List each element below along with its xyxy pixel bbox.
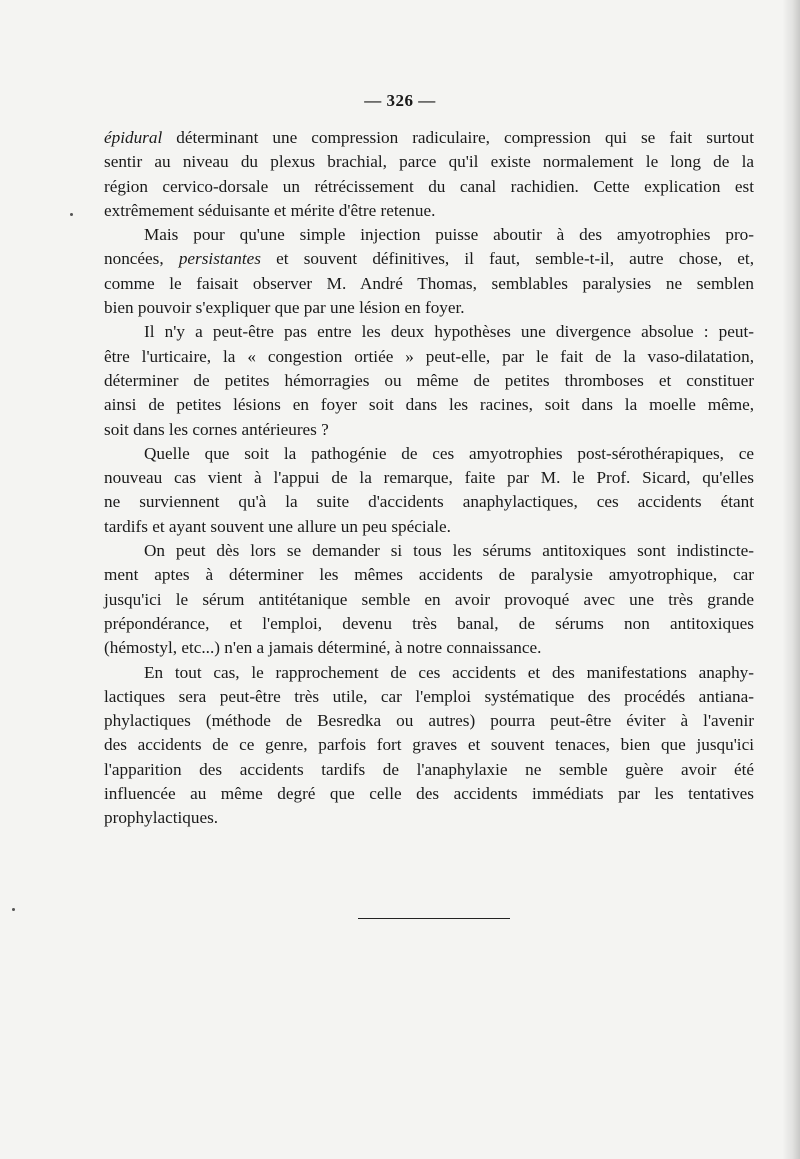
- text-line: prophylactiques.: [104, 808, 219, 828]
- end-rule: [358, 918, 510, 919]
- page-number: — 326 —: [364, 91, 436, 110]
- text-line: être l'urticaire, la « congestion ortiée » peut-elle, par le fait de la vaso-dilatation,: [104, 346, 754, 366]
- text-line: prépondérance, et l'emploi, devenu très banal, de sérums non antitoxiques: [104, 613, 754, 633]
- italic-term: épidural: [104, 128, 163, 147]
- text-line: En tout cas, le rapprochement de ces accidents et des manifestations anaphy-: [144, 662, 754, 682]
- text-line: [104, 247, 754, 271]
- text-line: l'apparition des accidents tardifs de l'anaphylaxie ne semble guère avoir été: [104, 759, 754, 779]
- italic-term: persistantes: [178, 249, 261, 269]
- text-line: jusqu'ici le sérum antitétanique semble en avoir provoqué avec une très grande: [104, 589, 754, 609]
- text-line: bien pouvoir s'expliquer que par une lésion en foyer.: [104, 298, 465, 318]
- text-line: phylactiques (méthode de Besredka ou autres) pourra peut-être éviter à l'avenir: [104, 711, 754, 731]
- paragraph: [104, 661, 754, 831]
- body-text: [104, 126, 754, 831]
- text-line: comme le faisait observer M. André Thomas, semblables paralysies ne semblen: [104, 273, 754, 293]
- text-line: Il n'y a peut-être pas entre les deux hypothèses une divergence absolue : peut-: [144, 322, 754, 342]
- line-text: déterminant une compression radiculaire, compression qui se fait surtout: [162, 128, 754, 147]
- scan-speck: [70, 213, 73, 216]
- paragraph: [104, 539, 754, 660]
- paragraph: [104, 223, 754, 320]
- text-line: ainsi de petites lésions en foyer soit dans les racines, soit dans la moelle même,: [104, 395, 754, 415]
- text-line: Mais pour qu'une simple injection puisse aboutir à des amyotrophies pro-: [144, 225, 754, 245]
- text-line: sentir au niveau du plexus brachial, parce qu'il existe normalement le long de la: [104, 152, 754, 172]
- page-edge-shadow: [782, 0, 800, 1159]
- text-line: extrêmement séduisante et mérite d'être retenue.: [104, 200, 436, 220]
- text-line: lactiques sera peut-être très utile, car l'emploi systématique des procédés antiana-: [104, 686, 754, 706]
- text-line: [104, 126, 754, 150]
- scan-speck: [12, 908, 15, 911]
- text-line: région cervico-dorsale un rétrécissement du canal rachidien. Cette explication est: [104, 176, 754, 196]
- line-text: noncées,: [104, 249, 179, 269]
- text-line: soit dans les cornes antérieures ?: [104, 419, 329, 439]
- text-line: des accidents de ce genre, parfois fort graves et souvent tenaces, bien que jusqu'ici: [104, 735, 754, 755]
- text-line: (hémostyl, etc...) n'en a jamais déterminé, à notre connaissance.: [104, 638, 542, 658]
- text-line: déterminer de petites hémorragies ou même de petites thromboses et constituer: [104, 370, 754, 390]
- text-line: nouveau cas vient à l'appui de la remarque, faite par M. le Prof. Sicard, qu'elles: [104, 468, 754, 488]
- text-line: ment aptes à déterminer les mêmes accidents de paralysie amyotrophique, car: [104, 565, 754, 585]
- paragraph: [104, 442, 754, 539]
- text-line: On peut dès lors se demander si tous les sérums antitoxiques sont indistincte-: [144, 541, 754, 561]
- text-line: influencée au même degré que celle des accidents immédiats par les tentatives: [104, 784, 754, 804]
- paragraph: [104, 320, 754, 441]
- line-text: et souvent définitives, il faut, semble-t-il, autre chose, et,: [260, 249, 754, 269]
- text-line: tardifs et ayant souvent une allure un peu spéciale.: [104, 516, 451, 536]
- text-line: ne surviennent qu'à la suite d'accidents anaphylactiques, ces accidents étant: [104, 492, 754, 512]
- text-line: Quelle que soit la pathogénie de ces amyotrophies post-sérothérapiques, ce: [144, 443, 754, 463]
- paragraph: [104, 126, 754, 223]
